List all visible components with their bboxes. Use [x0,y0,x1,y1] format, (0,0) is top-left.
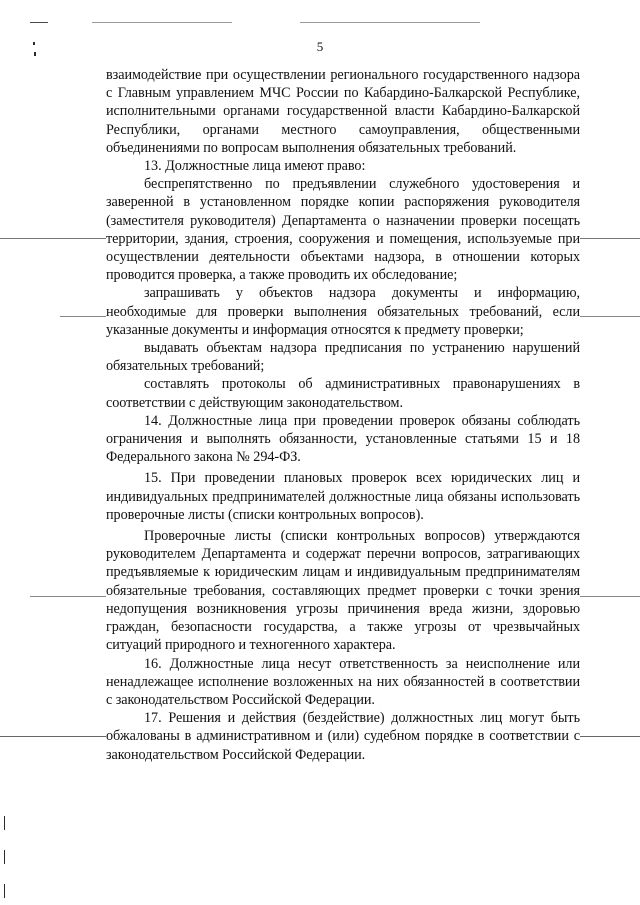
scan-artifact-line [60,316,106,317]
scan-artifact-line [580,736,640,737]
scan-artifact-line [300,22,480,23]
paragraph-13-request-right: запрашивать у объектов надзора документы и информацию, необходимые для проверки выполнения обязательных требований, если указанные документы и информация относятся к предмету проверки; [106,285,580,338]
paragraph-13-order-right: выдавать объектам надзора предписания по устранению нарушений обязательных требований; [106,340,580,375]
paragraph-13: 13. Должностные лица имеют право: [144,158,366,175]
paragraph-14: 14. Должностные лица при проведении проверок обязаны соблюдать ограничения и выполнять обязанности, установленные статьями 15 и 18 Федерального закона № 294-ФЗ. [106,412,580,466]
paragraph-13-visit-right: беспрепятственно по предъявлении служебного удостоверения и заверенной в установленном порядке копии распоряжения руководителя (заместителя руководителя) Департамента о назначении проверки посещать территории, здания, строения, сооружения и помещения, используемые при осуществлении деятельности объектами надзора, в отношении которых проводится проверка, а также проводить их обследование; [106,176,580,284]
scan-artifact-line [580,238,640,239]
document-body [106,66,580,764]
paragraph-15: 15. При проведении плановых проверок всех юридических лиц и индивидуальных предпринимателей должностные лица обязаны использовать проверочные листы (списки контрольных вопросов). [106,470,580,523]
scan-artifact-line [30,22,48,23]
scan-artifact-tick [4,816,5,830]
paragraph-continuation: взаимодействие при осуществлении регионального государственного надзора с Главным управлением МЧС России по Кабардино-Балкарской Республике, исполнительными органами государственной власти Кабардино-Балкарской Республики, органами местного самоуправления, общественными объединениями по вопросам выполнения обязательных требований. [106,67,580,156]
paragraph-17: 17. Решения и действия (бездействие) должностных лиц могут быть обжалованы в административном и (или) судебном порядке в соответствии с законодательством Российской Федерации. [106,710,580,763]
page-number: 5 [316,39,324,54]
scan-artifact-tick [4,884,5,898]
paragraph-16: 16. Должностные лица несут ответственность за неисполнение или ненадлежащее исполнение возложенных на них обязанностей в соответствии с законодательством Российской Федерации. [106,655,580,708]
scan-artifact-line [92,22,232,23]
scan-artifact-line [580,596,640,597]
scan-artifact-line [0,238,106,239]
scan-artifact-line [580,316,640,317]
paragraph-13-protocol-right: составлять протоколы об административных правонарушениях в соответствии с действующим законодательством. [106,376,580,411]
scan-artifact-line [30,596,106,597]
scan-artifact-tick [4,850,5,864]
scan-artifact-line [0,736,106,737]
paragraph-15-checklists: Проверочные листы (списки контрольных вопросов) утверждаются руководителем Департамента и содержат перечни вопросов, затрагивающих предъявляемые к юридическим лицам и индивидуальным предпринимателям обязательные требования, составляющих предмет проверки с точки зрения недопущения возникновения угрозы причинения вреда жизни, здоровью граждан, безопасности государства, а также угрозы от чрезвычайных ситуаций природного и техногенного характера. [106,528,580,654]
